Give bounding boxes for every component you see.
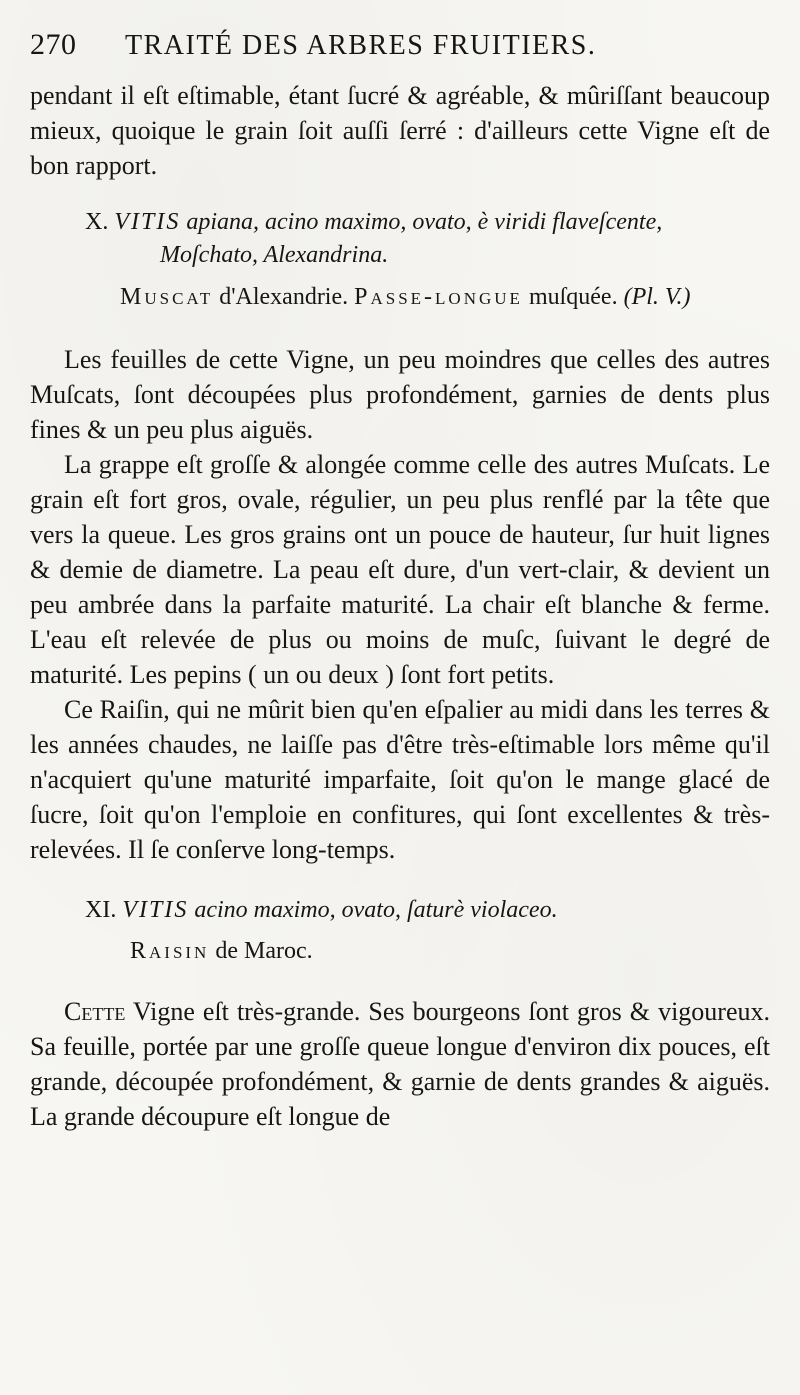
species-genus: VITIS (114, 209, 181, 235)
species-genus: VITIS (122, 897, 189, 923)
common-name-xi (130, 934, 770, 968)
spacer (30, 968, 770, 994)
common-name-1-rest: d'Alexandrie. (213, 284, 355, 310)
spacer (30, 867, 770, 893)
running-title: TRAITÉ DES ARBRES FRUITIERS. (125, 30, 597, 61)
species-heading-xi (85, 893, 770, 928)
plate-reference: (Pl. V.) (623, 284, 691, 310)
common-name-2-rest: muſquée. (522, 284, 624, 310)
paragraph-vine-text: Vigne eſt très-grande. Ses bourgeons ſont gros & vigoureux. Sa feuille, portée par une groſſe queue longue d'environ dix pouces, eſt grande, découpée profondément, & garnie de dents grandes & aiguës. La grande découpure eſt longue de (30, 997, 770, 1131)
opening-word: Cette (64, 997, 126, 1026)
species-descriptor: apiana, acino maximo, ovato, è viridi flaveſcente, (186, 209, 663, 235)
continuation-paragraph: pendant il eſt eſtimable, étant ſucré & agréable, & mûriſſant beaucoup mieux, quoique le grain ſoit auſſi ſerré : d'ailleurs cette Vigne eſt de bon rapport. (30, 81, 770, 180)
page-header (30, 28, 770, 76)
spacer (30, 183, 770, 205)
spacer (30, 314, 770, 342)
common-name-1: Muscat (120, 284, 214, 310)
species-descriptor-line-2: Moſchato, Alexandrina. (160, 242, 389, 268)
common-name-rest: de Maroc. (209, 938, 313, 964)
paragraph-vine (30, 994, 770, 1134)
species-number: XI. (85, 897, 117, 923)
paragraph-leaves: Les feuilles de cette Vigne, un peu moindres que celles des autres Muſcats, ſont découpées plus profondément, garnies de dents plus fines & un peu plus aiguës. (30, 345, 770, 444)
paragraph-cluster: La grappe eſt groſſe & alongée comme celle des autres Muſcats. Le grain eſt fort gros, ovale, régulier, un peu plus renflé par la tête que vers la queue. Les gros grains ont un pouce de hauteur, ſur huit lignes & demie de diametre. La peau eſt dure, d'un vert-clair, & devient un peu ambrée dans la parfaite maturité. La chair eſt blanche & ferme. L'eau eſt relevée de plus ou moins de muſc, ſuivant le degré de maturité. Les pepins ( un ou deux ) ſont fort petits. (30, 450, 770, 689)
common-name-2: Passe-longue (354, 284, 523, 310)
species-heading-x (85, 205, 770, 240)
common-name-x (120, 280, 770, 314)
common-name: Raisin (130, 938, 210, 964)
page-number: 270 (30, 28, 77, 61)
paragraph-ripening: Ce Raiſin, qui ne mûrit bien qu'en eſpalier au midi dans les terres & les années chaudes, ne laiſſe pas d'être très-eſtimable lors même qu'il n'acquiert qu'une maturité imparfaite, ſoit qu'on le mange glacé de ſucre, ſoit qu'on l'emploie en confitures, qui ſont excellentes & très-relevées. Il ſe conſerve long-temps. (30, 695, 770, 864)
species-number: X. (85, 209, 109, 235)
species-descriptor: acino maximo, ovato, ſaturè violaceo. (194, 897, 558, 923)
